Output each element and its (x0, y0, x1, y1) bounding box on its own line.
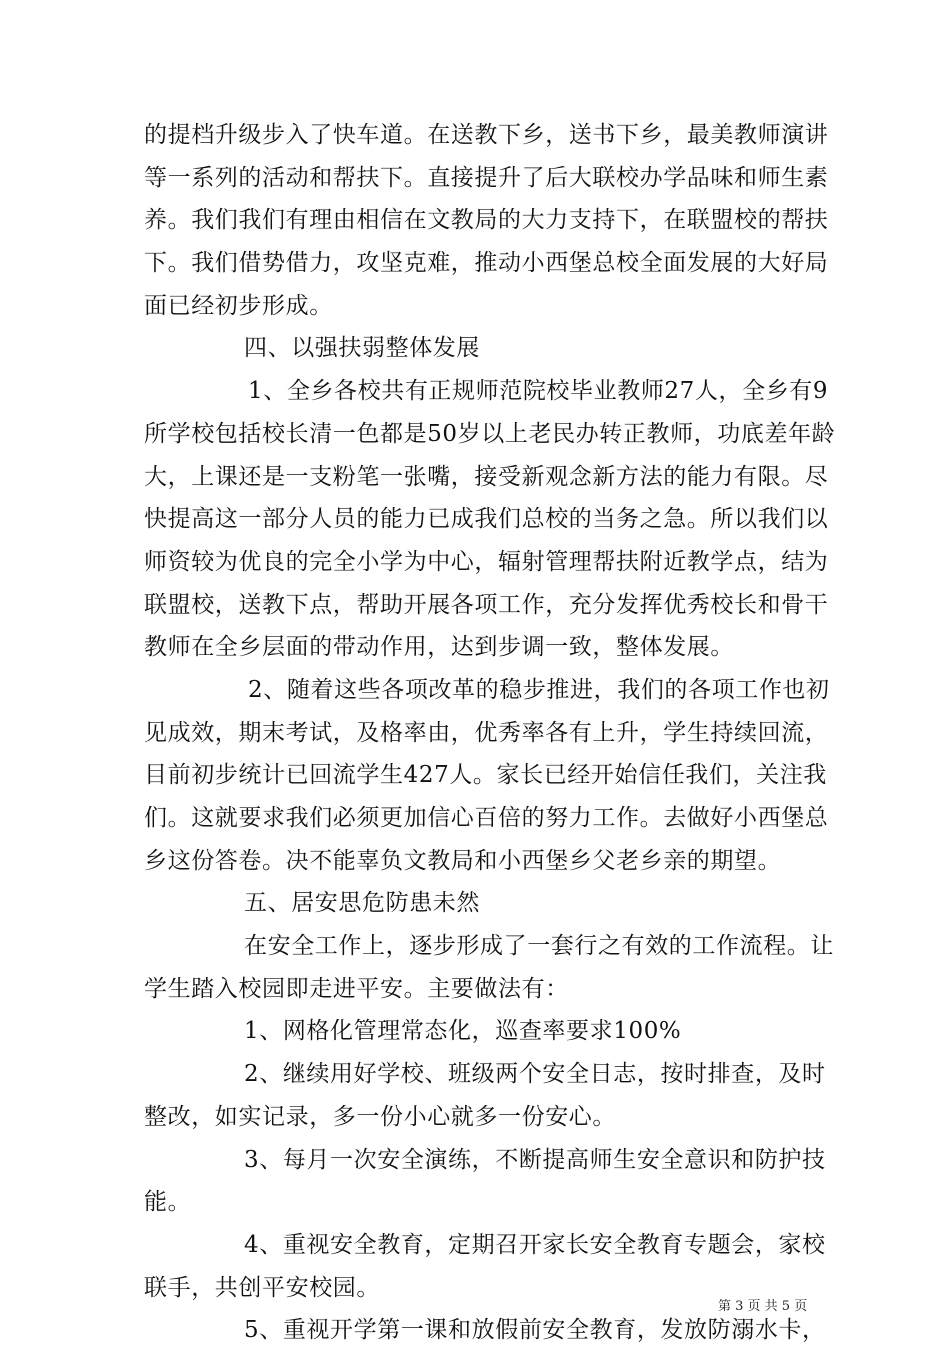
body-line: 乡这份答卷。决不能辜负文教局和小西堡乡父老乡亲的期望。 (144, 847, 782, 874)
list-item: 4、重视安全教育，定期召开家长安全教育专题会，家校 (244, 1231, 826, 1258)
body-line: 目前初步统计已回流学生427人。家长已经开始信任我们，关注我 (144, 762, 827, 789)
body-line: 2、随着这些各项改革的稳步推进，我们的各项工作也初 (248, 676, 830, 703)
body-line: 见成效，期末考试，及格率由，优秀率各有上升，学生持续回流， (144, 719, 829, 746)
body-line: 整改，如实记录，多一份小心就多一份安心。 (144, 1103, 616, 1130)
body-line: 等一系列的活动和帮扶下。直接提升了后大联校办学品味和师生素 (144, 164, 829, 191)
body-line: 学生踏入校园即走进平安。主要做法有： (144, 975, 569, 1002)
body-line: 面已经初步形成。 (144, 292, 333, 319)
list-item: 5、重视开学第一课和放假前安全教育，发放防溺水卡， (244, 1317, 826, 1344)
body-line: 养。我们我们有理由相信在文教局的大力支持下，在联盟校的帮扶 (144, 207, 829, 234)
document-body (144, 114, 836, 1352)
body-line: 联盟校，送教下点，帮助开展各项工作，充分发挥优秀校长和骨干 (144, 591, 829, 618)
page-number: 第 3 页 共 5 页 (718, 1299, 808, 1314)
body-line: 联手，共创平安校园。 (144, 1274, 380, 1301)
list-item: 2、继续用好学校、班级两个安全日志，按时排查，及时 (244, 1061, 826, 1088)
body-line: 快提高这一部分人员的能力已成我们总校的当务之急。所以我们以 (144, 506, 829, 533)
body-line: 的提档升级步入了快车道。在送教下乡，送书下乡，最美教师演讲 (144, 122, 829, 148)
section-heading-5: 五、居安思危防患未然 (244, 890, 480, 917)
body-line: 1、全乡各校共有正规师范院校毕业教师27人，全乡有9 (248, 378, 829, 405)
list-item: 1、网格化管理常态化，巡查率要求100% (244, 1018, 682, 1045)
body-line: 们。这就要求我们必须更加信心百倍的努力工作。去做好小西堡总 (144, 805, 829, 831)
body-line: 在安全工作上，逐步形成了一套行之有效的工作流程。让 (244, 933, 834, 960)
body-line: 所学校包括校长清一色都是50岁以上老民办转正教师，功底差年龄 (144, 420, 836, 447)
body-line: 教师在全乡层面的带动作用，达到步调一致，整体发展。 (144, 634, 734, 661)
body-line: 师资较为优良的完全小学为中心，辐射管理帮扶附近教学点，结为 (144, 548, 829, 575)
list-item: 3、每月一次安全演练，不断提高师生安全意识和防护技 (244, 1146, 826, 1173)
body-line: 大，上课还是一支粉笔一张嘴，接受新观念新方法的能力有限。尽 (144, 463, 829, 490)
section-heading-4: 四、以强扶弱整体发展 (244, 335, 480, 362)
body-line: 下。我们借势借力，攻坚克难，推动小西堡总校全面发展的大好局 (144, 250, 829, 277)
body-line: 能。 (144, 1189, 192, 1216)
